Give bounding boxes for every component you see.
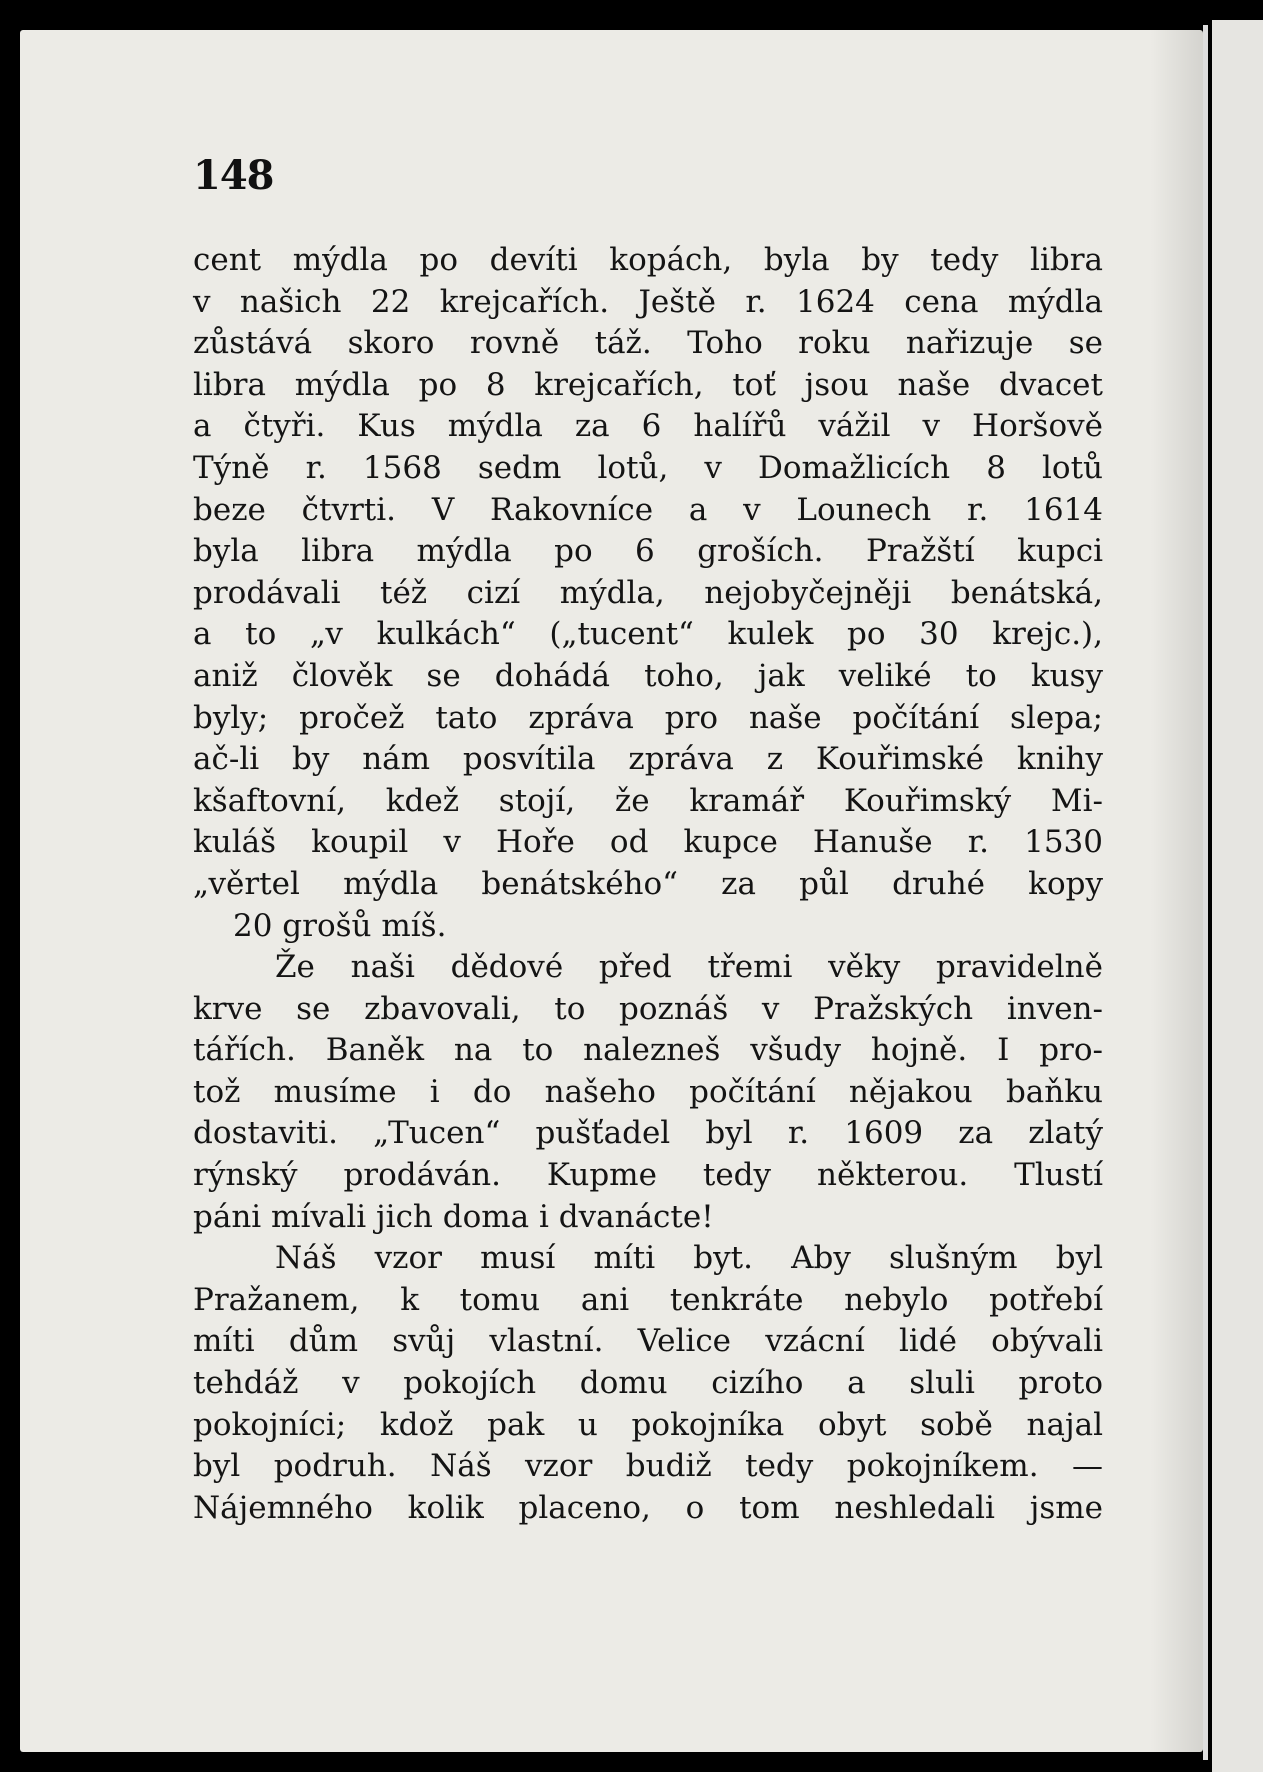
- text-line: aniž člověk se dohádá toho, jak veliké to kusy: [193, 657, 1103, 694]
- text-line: kuláš koupil v Hoře od kupce Hanuše r. 1530: [193, 824, 1103, 861]
- text-line: beze čtvrti. V Rakovníce a v Lounech r. 1614: [193, 491, 1103, 528]
- paragraph-start-line: Že naši dědové před třemi věky pravidelně: [275, 949, 1103, 986]
- text-line: a to „v kulkách“ („tucent“ kulek po 30 krejc.),: [193, 616, 1103, 653]
- text-line: v našich 22 krejcařích. Ještě r. 1624 cena mýdla: [193, 283, 1103, 320]
- text-line: tož musíme i do našeho počítání nějakou baňku: [193, 1073, 1103, 1110]
- text-line: páni mívali jich doma i dvanácte!: [193, 1198, 714, 1235]
- text-line: krve se zbavovali, to poznáš v Pražských inven-: [193, 990, 1103, 1027]
- text-line: tářích. Baněk na to nalezneš všudy hojně. I pro-: [193, 1032, 1103, 1069]
- text-line: prodávali též cizí mýdla, nejobyčejněji benátská,: [193, 574, 1103, 611]
- body-text: [193, 240, 1103, 1529]
- text-line: zůstává skoro rovně táž. Toho roku nařizuje se: [193, 325, 1103, 362]
- text-line: cent mýdla po devíti kopách, byla by tedy libra: [193, 242, 1103, 278]
- text-line: „věrtel mýdla benátského“ za půl druhé kopy: [193, 865, 1103, 902]
- text-line: Týně r. 1568 sedm lotů, v Domažlicích 8 lotů: [193, 449, 1103, 486]
- text-line: byla libra mýdla po 6 groších. Pražští kupci: [193, 533, 1103, 570]
- text-line: ač-li by nám posvítila zpráva z Kouřimské knihy: [193, 741, 1103, 778]
- gutter-shadow: [1150, 30, 1203, 1752]
- text-line: tehdáž v pokojích domu cizího a sluli proto: [193, 1365, 1103, 1402]
- text-line: dostaviti. „Tucen“ pušťadel byl r. 1609 za zlatý: [193, 1115, 1103, 1152]
- text-line: libra mýdla po 8 krejcařích, toť jsou naše dvacet: [193, 366, 1103, 403]
- text-line: Pražanem, k tomu ani tenkráte nebylo potřebí: [193, 1281, 1103, 1318]
- paragraph-start-line: Náš vzor musí míti byt. Aby slušným byl: [275, 1240, 1103, 1277]
- text-line: kšaftovní, kdež stojí, že kramář Kouřimský Mi-: [193, 782, 1103, 819]
- page-number: 148: [193, 152, 274, 199]
- text-line: a čtyři. Kus mýdla za 6 halířů vážil v Horšově: [193, 408, 1103, 445]
- text-line: míti dům svůj vlastní. Velice vzácní lidé obývali: [193, 1323, 1103, 1360]
- next-page-margin: [1212, 20, 1263, 1772]
- text-line: 20 grošů míš.: [233, 907, 447, 944]
- text-line: byl podruh. Náš vzor budiž tedy pokojníkem. —: [193, 1448, 1103, 1485]
- text-line: rýnský prodáván. Kupme tedy některou. Tlustí: [193, 1157, 1103, 1194]
- text-line: pokojníci; kdož pak u pokojníka obyt sobě najal: [193, 1406, 1103, 1443]
- text-line: Nájemného kolik placeno, o tom neshledali jsme: [193, 1489, 1103, 1526]
- text-line: byly; pročež tato zpráva pro naše počítání slepa;: [193, 699, 1103, 736]
- page-edge: [1203, 25, 1208, 1760]
